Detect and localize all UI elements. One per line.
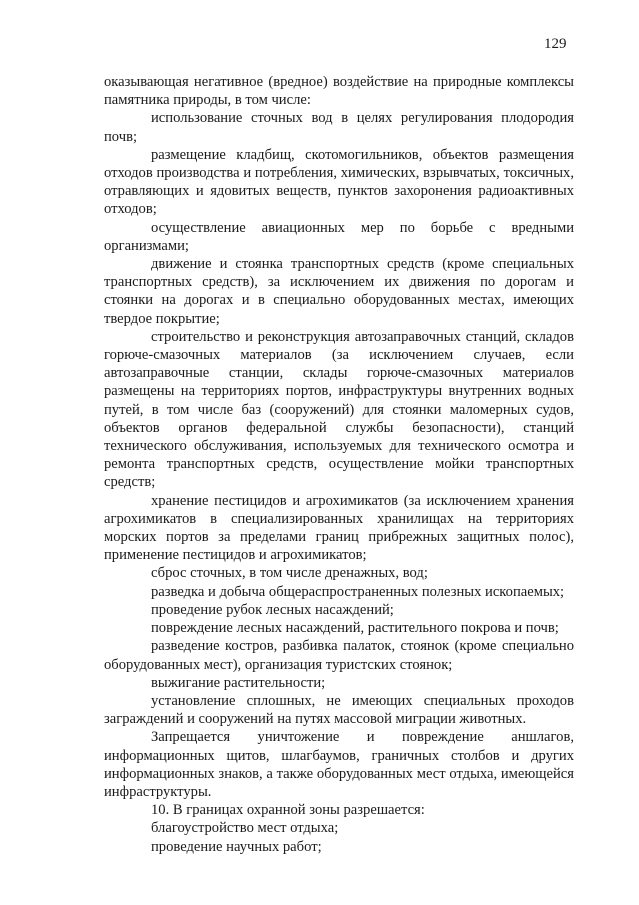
paragraph: использование сточных вод в целях регулирования плодородия почв; bbox=[104, 110, 574, 145]
paragraph: размещение кладбищ, скотомогильников, объектов размещения отходов производства и потребления, химических, взрывчатых, токсичных, отравляющих и ядовитых веществ, пунктов захоронения радиоактивных отходов; bbox=[104, 146, 574, 218]
paragraph: сброс сточных, в том числе дренажных, вод; bbox=[151, 565, 428, 582]
paragraph: строительство и реконструкция автозаправочных станций, складов горюче-смазочных материалов (за исключением случаев, если автозаправочные станции, склады горюче-смазочных материалов размещены на территориях портов, инфраструктуры внутренних водных путей, в том числе баз (сооружений) для стоянки маломерных судов, объектов органов федеральной службы безопасности), станций технического обслуживания, используемых для технического осмотра и ремонта транспортных средств, осуществление мойки транспортных средств; bbox=[104, 328, 574, 491]
paragraph: оказывающая негативное (вредное) воздействие на природные комплексы памятника природы, в том числе: bbox=[104, 74, 574, 109]
paragraph: движение и стоянка транспортных средств (кроме специальных транспортных средств), за исключением их движения по дорогам и стоянки на дорогах и в специально оборудованных местах, имеющих твердое покрытие; bbox=[104, 256, 574, 327]
paragraph: повреждение лесных насаждений, растительного покрова и почв; bbox=[151, 620, 559, 637]
paragraph: разведка и добыча общераспространенных полезных ископаемых; bbox=[151, 583, 565, 600]
paragraph: установление сплошных, не имеющих специальных проходов заграждений и сооружений на путях массовой миграции животных. bbox=[104, 692, 574, 728]
page-number: 129 bbox=[544, 36, 567, 52]
paragraph: осуществление авиационных мер по борьбе с вредными организмами; bbox=[104, 219, 574, 254]
paragraph: хранение пестицидов и агрохимикатов (за исключением хранения агрохимикатов в специализированных хранилищах на территориях морских портов за пределами границ прибрежных защитных полос), применение пестицидов и агрохимикатов; bbox=[104, 492, 574, 564]
paragraph: разведение костров, разбивка палаток, стоянок (кроме специально оборудованных мест), организация туристских стоянок; bbox=[104, 638, 574, 673]
paragraph: проведение научных работ; bbox=[151, 838, 322, 855]
section-heading: 10. В границах охранной зоны разрешается: bbox=[151, 802, 425, 819]
paragraph: благоустройство мест отдыха; bbox=[151, 820, 339, 837]
document-body bbox=[104, 73, 574, 856]
paragraph: выжигание растительности; bbox=[151, 674, 326, 691]
paragraph: проведение рубок лесных насаждений; bbox=[151, 601, 394, 618]
paragraph: Запрещается уничтожение и повреждение аншлагов, информационных щитов, шлагбаумов, граничных столбов и других информационных знаков, а также оборудованных мест отдыха, имеющейся инфраструктуры. bbox=[104, 729, 574, 800]
